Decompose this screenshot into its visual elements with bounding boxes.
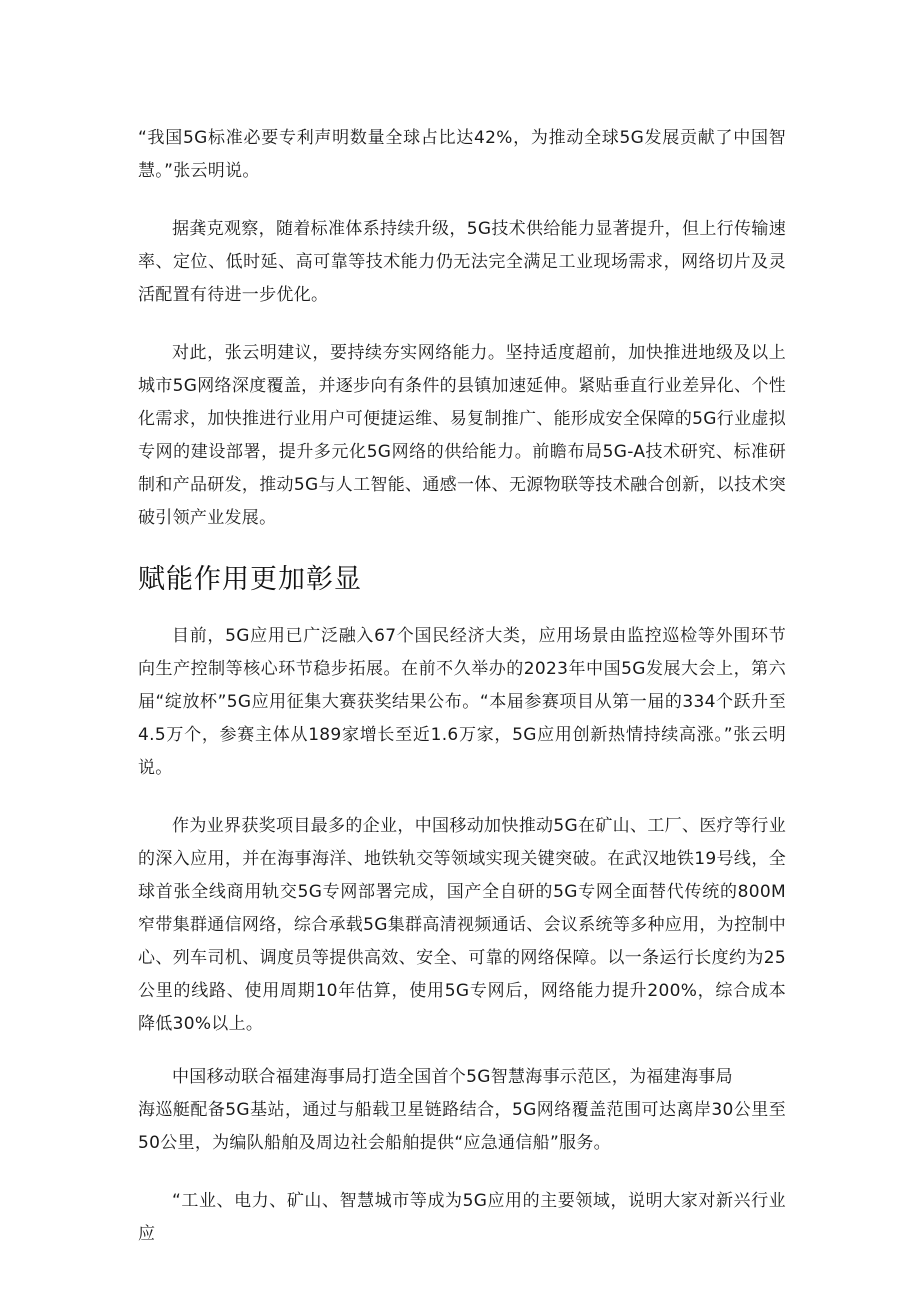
article-body	[138, 122, 786, 1276]
fujian-paragraph-first-line: 中国移动联合福建海事局打造全国首个5G智慧海事示范区，为福建海事局	[172, 1067, 733, 1087]
paragraph-fujian-maritime	[138, 1061, 786, 1160]
paragraph-china-mobile-wuhan: 作为业界获奖项目最多的企业，中国移动加快推动5G在矿山、工厂、医疗等行业的深入应用，并在海事海洋、地铁轨交等领域实现关键突破。在武汉地铁19号线，全球首张全线商用轨交5G专网部署完成，国产全自研的5G专网全面替代传统的800M窄带集群通信网络，综合承载5G集群高清视频通话、会议系统等多种应用，为控制中心、列车司机、调度员等提供高效、安全、可靠的网络保障。以一条运行长度约为25公里的线路、使用周期10年估算，使用5G专网后，网络能力提升200%，综合成本降低30%以上。	[138, 816, 786, 1034]
paragraph-gong-ke-observation: 据龚克观察，随着标准体系持续升级，5G技术供给能力显著提升，但上行传输速率、定位、低时延、高可靠等技术能力仍无法完全满足工业现场需求，网络切片及灵活配置有待进一步优化。	[138, 219, 786, 305]
fujian-paragraph-continuation: 海巡艇配备5G基站，通过与船载卫星链路结合，5G网络覆盖范围可达离岸30公里至50公里，为编队船舶及周边社会船舶提供“应急通信船”服务。	[138, 1100, 786, 1153]
paragraph-5g-applications: 目前，5G应用已广泛融入67个国民经济大类，应用场景由监控巡检等外围环节向生产控制等核心环节稳步拓展。在前不久举办的2023年中国5G发展大会上，第六届“绽放杯”5G应用征集大赛获奖结果公布。“本届参赛项目从第一届的334个跃升至4.5万个，参赛主体从189家增长至近1.6万家，5G应用创新热情持续高涨。”张云明说。	[138, 626, 786, 778]
paragraph-last-truncated: “工业、电力、矿山、智慧城市等成为5G应用的主要领域，说明大家对新兴行业应	[138, 1191, 786, 1244]
paragraph-zhang-suggestion: 对此，张云明建议，要持续夯实网络能力。坚持适度超前，加快推进地级及以上城市5G网络深度覆盖，并逐步向有条件的县镇加速延伸。紧贴垂直行业差异化、个性化需求，加快推进行业用户可便捷运维、易复制推广、能形成安全保障的5G行业虚拟专网的建设部署，提升多元化5G网络的供给能力。前瞻布局5G-A技术研究、标准研制和产品研发，推动5G与人工智能、通感一体、无源物联等技术融合创新，以技术突破引领产业发展。	[138, 343, 786, 528]
section-heading: 赋能作用更加彰显	[138, 564, 362, 595]
paragraph-patent-quote: “我国5G标准必要专利声明数量全球占比达42%，为推动全球5G发展贡献了中国智慧。”张云明说。	[138, 128, 786, 181]
